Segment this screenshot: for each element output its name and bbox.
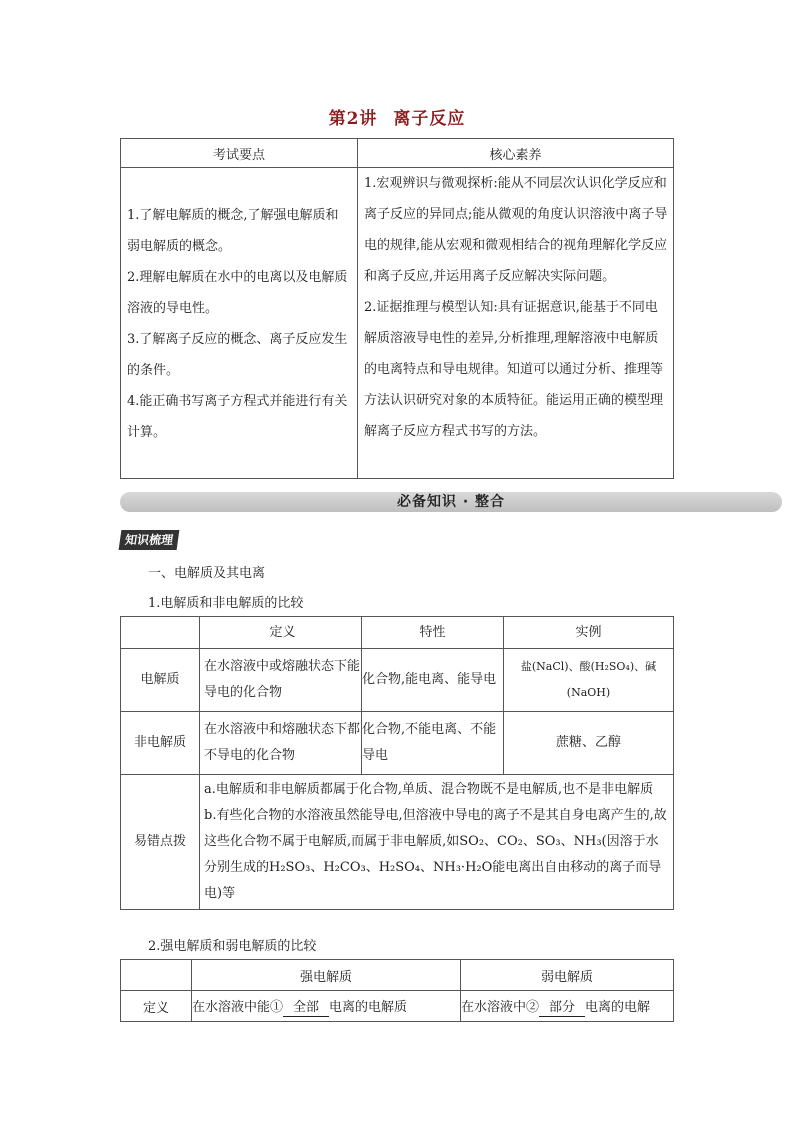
- exam-point: 1.了解电解质的概念,了解强电解质和弱电解质的概念。: [127, 208, 339, 254]
- row-example: 盐(NaCl)、酸(H₂SO₄)、碱(NaOH): [504, 649, 674, 712]
- exam-point: 3.了解离子反应的概念、离子反应发生的条件。: [127, 332, 348, 378]
- definition-text: 电离的电解质: [329, 999, 408, 1015]
- answer-blank: 部分: [539, 1000, 585, 1017]
- row-definition: 在水溶液中和熔融状态下都不导电的化合物: [200, 712, 362, 775]
- strong-weak-table: [120, 959, 674, 1022]
- exam-point: 4.能正确书写离子方程式并能进行有关计算。: [127, 394, 348, 440]
- section-heading: 一、电解质及其电离: [148, 566, 266, 581]
- definition-text: 在水溶液中②: [461, 999, 540, 1015]
- table-row: [121, 649, 674, 712]
- table-row: [121, 775, 674, 910]
- row-label: 电解质: [121, 649, 200, 712]
- header-exam-points: 考试要点: [121, 139, 358, 168]
- row-property: 化合物,不能电离、不能导电: [362, 712, 504, 775]
- page-title: [0, 104, 794, 129]
- row-property: 化合物,能电离、能导电: [362, 649, 504, 712]
- knowledge-badge: 知识梳理: [119, 530, 180, 550]
- lecture-topic: 离子反应: [393, 109, 466, 129]
- row-label: 定义: [121, 991, 192, 1022]
- header-example: 实例: [504, 617, 674, 649]
- strong-definition: [192, 991, 461, 1022]
- header-core-literacy: 核心素养: [358, 139, 674, 168]
- section-bar: 必备知识 · 整合: [120, 492, 782, 512]
- note-item: a.电解质和非电解质都属于化合物,单质、混合物既不是电解质,也不是非电解质: [204, 782, 654, 797]
- definition-text: 电离的电解: [585, 999, 651, 1015]
- row-example: 蔗糖、乙醇: [504, 712, 674, 775]
- electrolyte-comparison-table: [120, 616, 674, 910]
- answer-blank: 全部: [283, 1000, 329, 1017]
- core-literacy-cell: [358, 168, 674, 479]
- table-row: [121, 712, 674, 775]
- literacy-item: 1.宏观辨识与微观探析:能从不同层次认识化学反应和离子反应的异同点;能从微观的角度认识溶液中离子导电的规律,能从宏观和微观相结合的视角理解化学反应和离子反应,并运用离子反应解决实际问题。: [364, 176, 668, 284]
- subsection-heading: 2.强电解质和弱电解质的比较: [148, 939, 317, 954]
- exam-points-cell: [121, 168, 358, 479]
- note-item: b.有些化合物的水溶液虽然能导电,但溶液中导电的离子不是其自身电离产生的,故这些化合物不属于电解质,而属于非电解质,如SO₂、CO₂、SO₃、NH₃(因溶于水分别生成的H₂SO₃、H₂CO₃、H₂SO₄、NH₃·H₂O能电离出自由移动的离子而导电)等: [204, 808, 667, 901]
- note-content: [200, 775, 674, 910]
- header-property: 特性: [362, 617, 504, 649]
- header-empty: [121, 960, 192, 991]
- weak-definition: [461, 991, 674, 1022]
- note-label: 易错点拨: [121, 775, 200, 910]
- header-weak: 弱电解质: [461, 960, 674, 991]
- header-empty: [121, 617, 200, 649]
- row-label: 非电解质: [121, 712, 200, 775]
- header-definition: 定义: [200, 617, 362, 649]
- exam-point: 2.理解电解质在水中的电离以及电解质溶液的导电性。: [127, 270, 348, 316]
- row-definition: 在水溶液中或熔融状态下能导电的化合物: [200, 649, 362, 712]
- definition-text: 在水溶液中能①: [192, 999, 284, 1015]
- header-strong: 强电解质: [192, 960, 461, 991]
- literacy-item: 2.证据推理与模型认知:具有证据意识,能基于不同电解质溶液导电性的差异,分析推理,理解溶液中电解质的电离特点和导电规律。知道可以通过分析、推理等方法认识研究对象的本质特征。能运用正确的模型理解离子反应方程式书写的方法。: [364, 300, 664, 439]
- subsection-heading: 1.电解质和非电解质的比较: [148, 596, 304, 611]
- lecture-number: 第2讲: [328, 109, 378, 129]
- objectives-table: [120, 138, 674, 479]
- table-row: [121, 991, 674, 1022]
